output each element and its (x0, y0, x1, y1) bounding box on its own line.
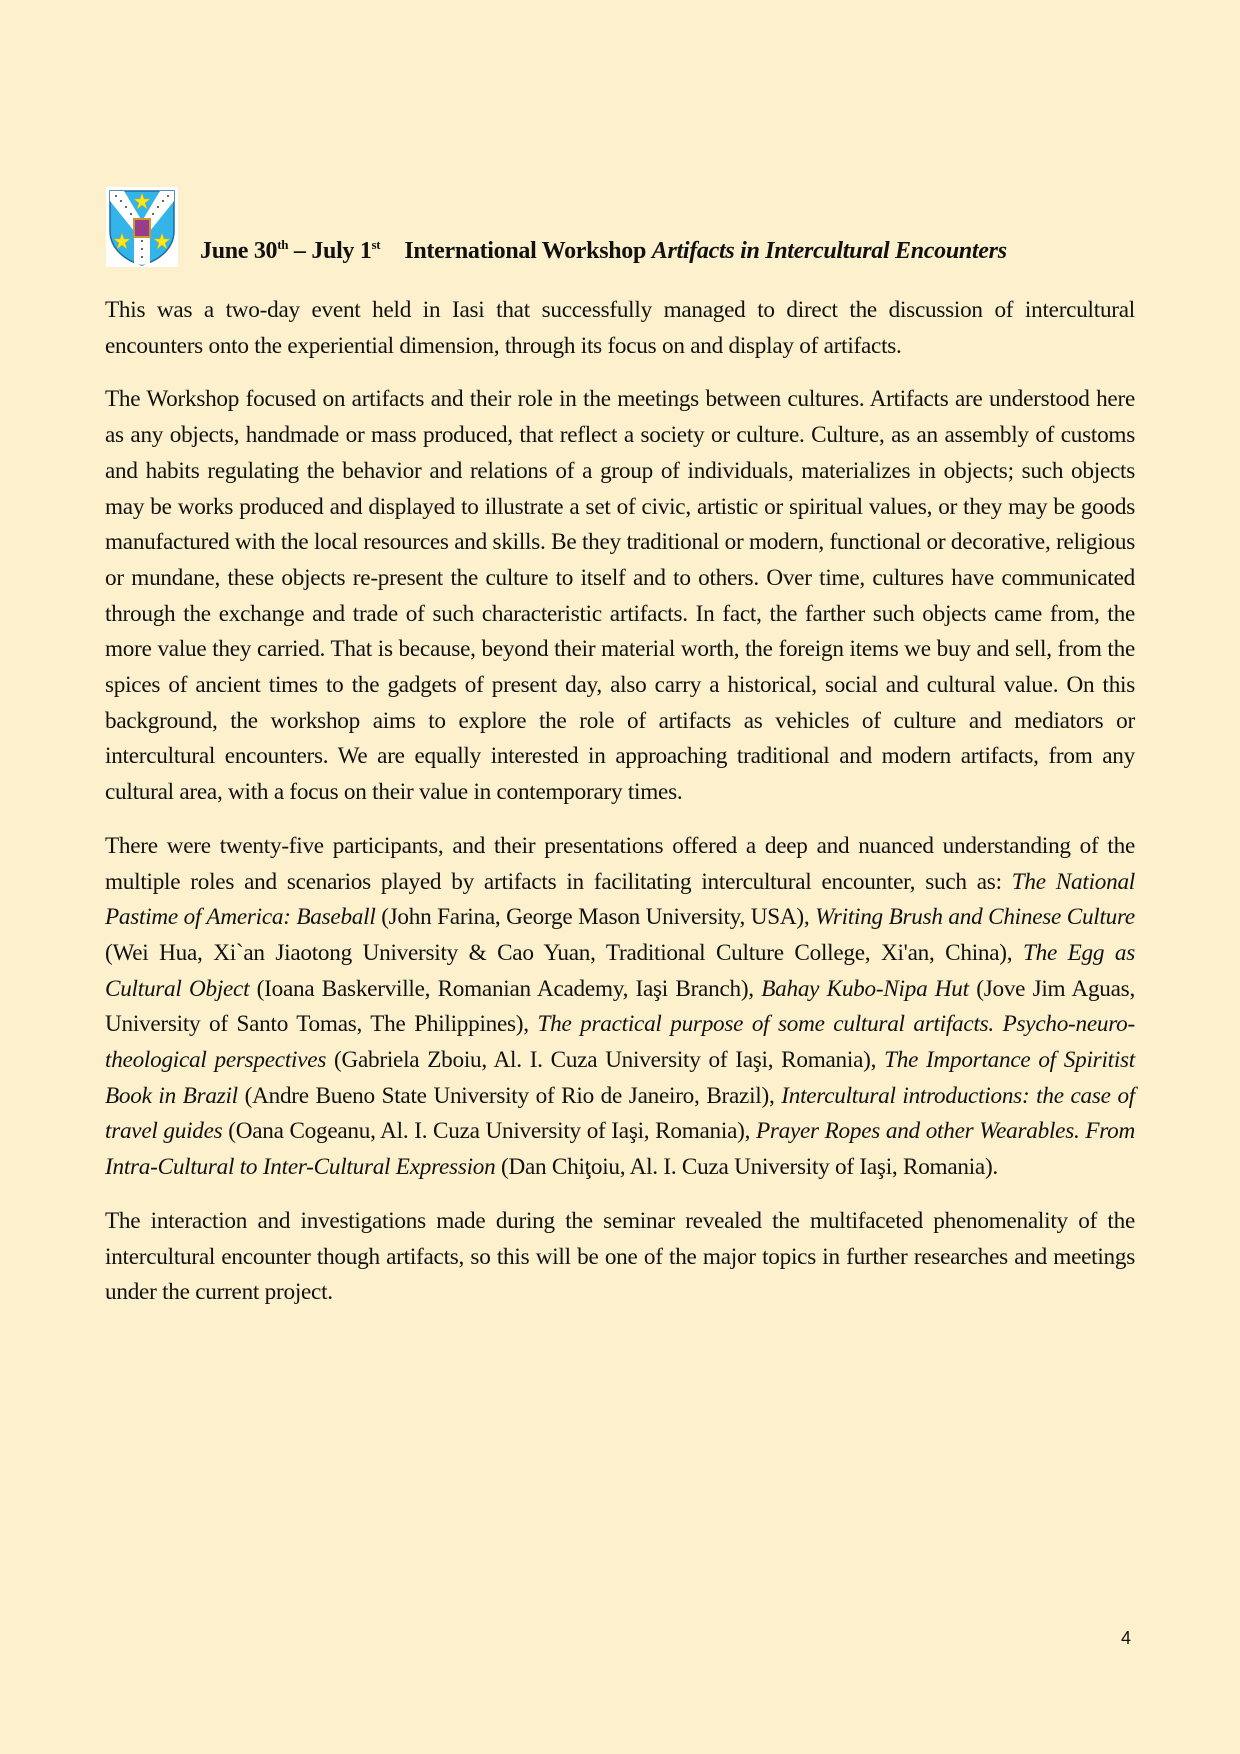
paragraph-intro: This was a two-day event held in Iasi that successfully managed to direct the discussion of intercultural encounters onto the experiential dimension, through its focus on and display of artifacts. (105, 297, 1135, 359)
participants-intro: There were twenty-five participants, and their presentations offered a deep and nuanced understanding of the multiple roles and scenarios played by artifacts in facilitating intercultural encounter, such as: (105, 832, 1135, 895)
heading-date-start: June 30 (200, 238, 278, 264)
presentation-title: The National Pastime of America: Baseball (105, 868, 1135, 931)
paragraph-workshop-focus: The Workshop focused on artifacts and their role in the meetings between cultures. Artifacts are understood here as any objects, handmade or mass produced, that reflect a society or culture. Culture, as an assembly of customs and habits regulating the behavior and relations of a group of individuals, materializes in objects; such objects may be works produced and displayed to illustrate a set of civic, artistic or spiritual values, or they may be goods manufactured with the local resources and skills. Be they traditional or modern, functional or decorative, religious or mundane, these objects re-present the culture to itself and to others. Over time, cultures have communicated through the exchange and trade of such characteristic artifacts. In fact, the farther such objects came from, the more value they carried. That is because, beyond their material worth, the foreign items we buy and sell, from the spices of ancient times to the gadgets of present day, also carry a historical, social and cultural value. On this background, the workshop aims to explore the role of artifacts as vehicles of culture and mediators or intercultural encounters. We are equally interested in approaching traditional and modern artifacts, from any cultural area, with a focus on their value in contemporary times. (105, 386, 1135, 806)
presentation-title: Bahay Kubo-Nipa Hut (761, 975, 969, 1002)
heading-event-prefix: International Workshop (404, 238, 652, 264)
presentation-credit: (John Farina, George Mason University, USA), (375, 904, 816, 931)
presentation-title: Intercultural introductions: the case of travel guides (105, 1082, 1135, 1145)
heading-date-end: – July 1 (288, 238, 372, 264)
presentation-credit: (Ioana Baskerville, Romanian Academy, Iaşi Branch), (249, 975, 762, 1002)
presentation-credit: (Gabriela Zboiu, Al. I. Cuza University of Iaşi, Romania), (326, 1047, 885, 1074)
presentation-title: The Egg as Cultural Object (105, 939, 1136, 1002)
heading-date-start-suffix: th (277, 237, 289, 252)
presentation-title: The practical purpose of some cultural artifacts. Psycho-neuro-theological perspectives (105, 1011, 1135, 1074)
paragraph-participants (105, 829, 1135, 1186)
paragraph-conclusion: The interaction and investigations made during the seminar revealed the multifaceted phenomenality of the intercultural encounter though artifacts, so this will be one of the major topics in further researches and meetings under the current project. (105, 1207, 1135, 1306)
presentation-title: Prayer Ropes and other Wearables. From Intra-Cultural to Inter-Cultural Expression (105, 1118, 1135, 1181)
presentation-credit: (Dan Chiţoiu, Al. I. Cuza University of Iaşi, Romania). (495, 1154, 998, 1181)
presentation-credit: (Wei Hua, Xi`an Jiaotong University & Cao Yuan, Traditional Culture College, Xi'an, China), (105, 939, 1023, 966)
presentation-title: Writing Brush and Chinese Culture (815, 904, 1135, 931)
page-number: 4 (1121, 1628, 1132, 1648)
page-heading (200, 238, 1007, 265)
crest-shield-graphic (106, 187, 178, 267)
heading-event-title: Artifacts in Intercultural Encounters (651, 238, 1007, 264)
presentation-title: The Importance of Spiritist Book in Brazil (105, 1047, 1135, 1109)
heading-date-end-suffix: st (371, 237, 381, 252)
presentation-credit: (Andre Bueno State University of Rio de Janeiro, Brazil), (237, 1082, 782, 1109)
document-body (105, 293, 1135, 1329)
university-crest-icon (106, 187, 178, 267)
presentation-credit: (Oana Cogeanu, Al. I. Cuza University of Iaşi, Romania), (222, 1118, 756, 1145)
presentation-credit: (Jove Jim Aguas, University of Santo Tomas, The Philippines), (105, 975, 1135, 1038)
